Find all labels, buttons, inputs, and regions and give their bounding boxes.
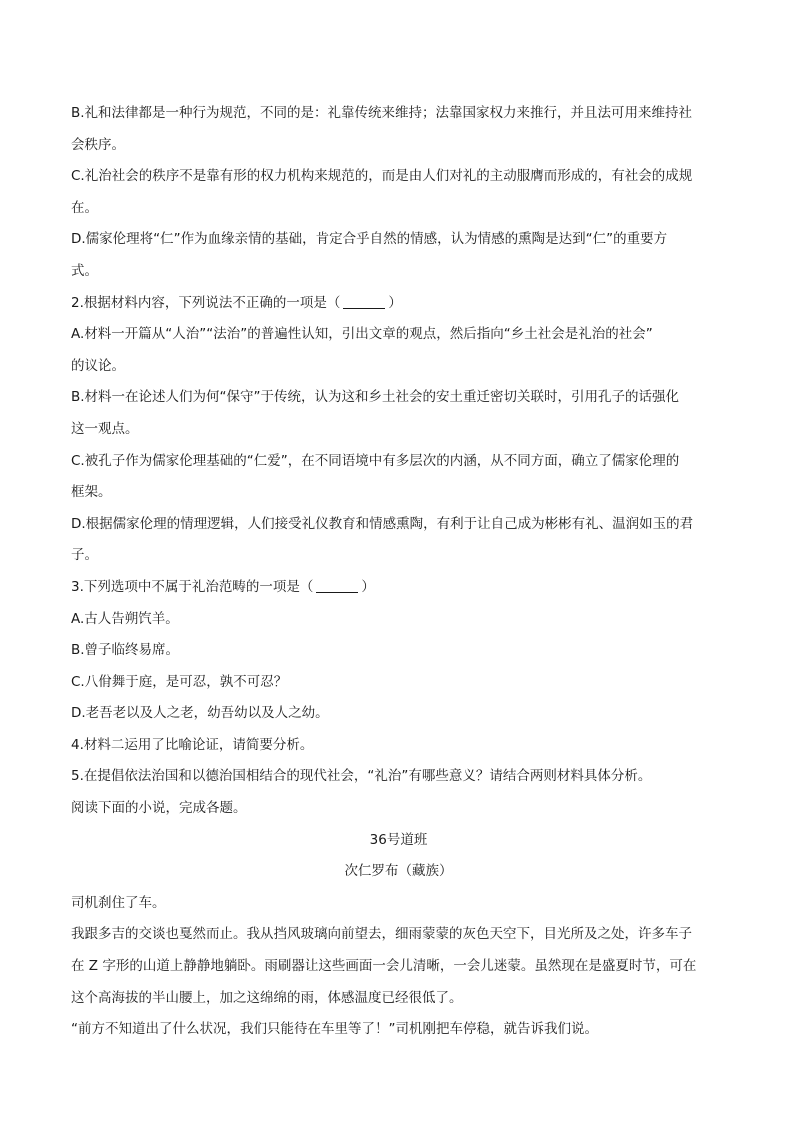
q3-option-d: D.老吾老以及人之老，幼吾幼以及人之幼。: [71, 705, 329, 722]
q1-option-c-line1: C.礼治社会的秩序不是靠有形的权力机构来规范的，而是由人们对礼的主动服膺而形成的，有社会的成规: [71, 168, 693, 185]
q2-option-d-line1: D.根据儒家伦理的情理逻辑，人们接受礼仪教育和情感熏陶，有利于让自己成为彬彬有礼、温润如玉的君: [71, 515, 694, 532]
story-paragraph-1: 司机刹住了车。: [71, 894, 166, 911]
q2-option-a-line2: 的议论。: [71, 357, 125, 374]
document-body: [71, 98, 726, 1046]
story-paragraph-2-line1: 我跟多吉的交谈也戛然而止。我从挡风玻璃向前望去，细雨蒙蒙的灰色天空下，目光所及之处，许多车子: [71, 926, 692, 943]
q2-stem-close: ）: [388, 294, 402, 311]
q5-stem: 5.在提倡依法治国和以德治国相结合的现代社会，“礼治”有哪些意义？请结合两则材料具体分析。: [71, 768, 652, 785]
story-paragraph-2-line3: 这个高海拔的半山腰上，加之这绵绵的雨，体感温度已经很低了。: [71, 989, 463, 1006]
q2-option-c-line2: 框架。: [71, 484, 112, 501]
q1-option-b-line2: 会秩序。: [71, 136, 125, 153]
q1-option-b-line1: B.礼和法律都是一种行为规范，不同的是：礼靠传统来维持；法靠国家权力来推行，并且法可用来维持社: [71, 105, 693, 121]
story-author: 次仁罗布（藏族）: [344, 863, 453, 880]
q1-option-d-line2: 式。: [71, 262, 98, 279]
q3-stem: [71, 572, 726, 604]
q4-stem: 4.材料二运用了比喻论证，请简要分析。: [71, 736, 314, 753]
q3-stem-close: ）: [361, 578, 375, 595]
q2-stem: [71, 288, 726, 320]
q2-stem-text: 2.根据材料内容，下列说法不正确的一项是（: [71, 294, 341, 311]
story-title: 36号道班: [369, 831, 428, 848]
q1-option-c-line2: 在。: [71, 199, 98, 216]
q2-answer-blank: [343, 294, 385, 309]
story-paragraph-2-line2: 在 Z 字形的山道上静静地躺卧。雨刷器让这些画面一会儿清晰，一会儿迷蒙。虽然现在是盛夏时节，可在: [71, 958, 697, 975]
reading-instruction: 阅读下面的小说，完成各题。: [71, 800, 247, 817]
q2-option-a-line1: A.材料一开篇从“人治”“法治”的普遍性认知，引出文章的观点，然后指向“乡土社会是礼治的社会”: [71, 326, 653, 343]
q3-option-c: C.八佾舞于庭，是可忍，孰不可忍？: [71, 673, 288, 690]
q3-stem-text: 3.下列选项中不属于礼治范畴的一项是（: [71, 578, 314, 595]
q2-option-b-line2: 这一观点。: [71, 420, 139, 437]
q2-option-d-line2: 子。: [71, 547, 98, 564]
q3-option-a: A.古人告朔饩羊。: [71, 610, 179, 627]
q3-option-b: B.曾子临终易席。: [71, 642, 180, 659]
q1-option-d-line1: D.儒家伦理将“仁”作为血缘亲情的基础，肯定合乎自然的情感，认为情感的熏陶是达到“仁”的重要方: [71, 231, 668, 248]
q2-option-b-line1: B.材料一在论述人们为何“保守”于传统，认为这和乡土社会的安土重迁密切关联时，引用孔子的话强化: [71, 389, 680, 406]
story-paragraph-3: “前方不知道出了什么状况，我们只能待在车里等了！”司机刚把车停稳，就告诉我们说。: [71, 1021, 598, 1038]
q3-answer-blank: [316, 578, 358, 593]
q2-option-c-line1: C.被孔子作为儒家伦理基础的“仁爱”，在不同语境中有多层次的内涵，从不同方面，确立了儒家伦理的: [71, 452, 680, 469]
